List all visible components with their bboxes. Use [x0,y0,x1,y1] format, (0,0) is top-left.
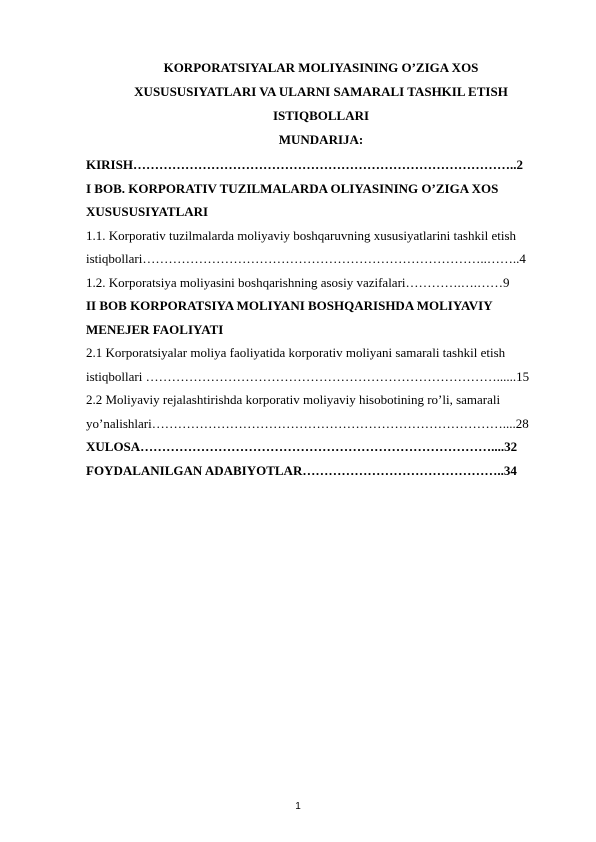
toc-entry-conclusion: XULOSA………………………………………………………………………....32 [86,439,518,454]
document-page [86,56,556,482]
toc-section-2-1: 2.1 Korporatsiyalar moliya faoliyatida korporativ moliyani samarali tashkil etish [86,345,506,360]
toc-chapter-1-title: I BOB. KORPORATIV TUZILMALARDA OLIYASINING O’ZIGA XOS [86,180,499,196]
toc-entry-introduction: KIRISH……………………………………………………………………………..2 [86,157,523,172]
contents-heading: MUNDARIJA: [278,132,364,147]
title-line-2: XUSUSUSIYATLARI VA ULARNI SAMARALI TASHKIL ETISH [134,84,508,99]
toc-chapter-2-title: II BOB KORPORATSIYA MOLIYANI BOSHQARISHDA MOLIYAVIY [86,298,493,313]
title-line-1: KORPORATSIYALAR MOLIYASINING O’ZIGA XOS [163,60,479,75]
title-line-3: ISTIQBOLLARI [272,108,370,123]
toc-section-1-2: 1.2. Korporatsiya moliyasini boshqarishning asosiy vazifalari………….….……9 [86,274,510,290]
toc-section-2-1-cont: istiqbollari ………………………………………………………………………......15 [86,368,530,384]
table-of-contents [86,153,556,482]
toc-section-2-2: 2.2 Moliyaviy rejalashtirishda korporativ moliyaviy hisobotining ro’li, samarali [86,392,501,407]
toc-section-1-1: 1.1. Korporativ tuzilmalarda moliyaviy boshqaruvning xususiyatlarini tashkil etish [86,227,517,243]
toc-chapter-1-title-cont: XUSUSUSIYATLARI [86,204,209,219]
toc-section-1-1-cont: istiqbollari……………………………………………………………………..……..4 [86,251,526,266]
toc-chapter-2-title-cont: MENEJER FAOLIYATI [86,321,224,337]
toc-section-2-2-cont: yo’nalishlari………………………………………………………………………....28 [86,415,529,431]
toc-entry-references: FOYDALANILGAN ADABIYOTLAR………………………………………..34 [86,462,517,478]
page-number: 1 [295,801,301,812]
